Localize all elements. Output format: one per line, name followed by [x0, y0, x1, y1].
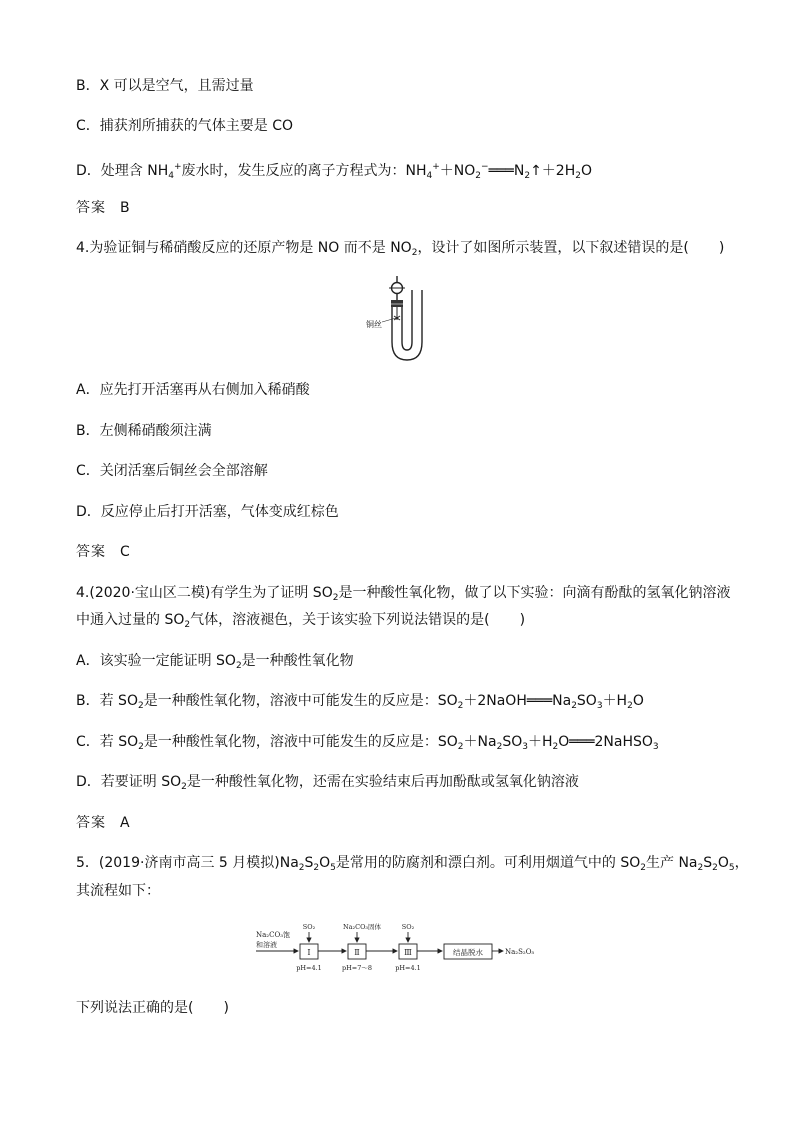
question-5-prompt: 下列说法正确的是( )	[76, 1000, 229, 1016]
option-4b-d: D．若要证明 $SO_2$是一种酸性氧化物，还需在实验结束后再加酚酞或氢氧化钠溶液	[76, 774, 579, 792]
option-4a-c: C．关闭活塞后铜丝会全部溶解	[76, 463, 268, 479]
flow-add-2: Na₂CO₃固体	[342, 923, 382, 931]
option-4a-a: A．应先打开活塞再从右侧加入稀硝酸	[76, 382, 310, 398]
option-b-prev: B．X 可以是空气，且需过量	[76, 78, 254, 94]
flow-ph-2: pH=7～8	[341, 964, 373, 972]
flow-input-bottom: 和溶液	[256, 941, 277, 949]
answer-4a: 答案 C	[76, 544, 130, 560]
option-4b-c: C．若 $SO_2$是一种酸性氧化物，溶液中可能发生的反应是：$SO_2+Na_2SO_3+H_2O═══2NaHSO_3$	[76, 734, 659, 752]
process-flow-diagram	[254, 920, 554, 976]
question-5-line2: 其流程如下：	[76, 883, 160, 899]
flow-step-3: Ⅲ	[404, 948, 412, 957]
option-4a-d: D．反应停止后打开活塞，气体变成红棕色	[76, 504, 339, 520]
question-4a-stem: 4.为验证铜与稀硝酸反应的还原产物是 NO 而不是 $NO_2$，设计了如图所示装置，以下叙述错误的是( )	[76, 240, 725, 258]
flow-step-1: Ⅰ	[307, 948, 311, 957]
question-4b-line1: 4.(2020·宝山区二模)有学生为了证明 $SO_2$是一种酸性氧化物，做了以下实验：向滴有酚酞的氢氧化钠溶液	[76, 585, 731, 603]
answer-4b: 答案 A	[76, 815, 130, 831]
flow-ph-3: pH=4.1	[395, 964, 421, 972]
option-4a-b: B．左侧稀硝酸须注满	[76, 423, 212, 439]
option-4b-a: A．该实验一定能证明 $SO_2$是一种酸性氧化物	[76, 653, 354, 671]
u-tube-figure	[360, 272, 460, 364]
flow-add-1: SO₂	[302, 923, 316, 931]
flow-ph-1: pH=4.1	[296, 964, 322, 972]
option-c-prev: C．捕获剂所捕获的气体主要是 CO	[76, 118, 294, 134]
copper-wire-label: 铜丝	[366, 320, 382, 329]
flow-product: Na₂S₂O₅	[505, 948, 535, 956]
flow-input-top: Na₂CO₃饱	[256, 931, 291, 939]
flow-step-2: Ⅱ	[354, 948, 360, 957]
option-4b-b: B．若 $SO_2$是一种酸性氧化物，溶液中可能发生的反应是：$SO_2+2NaOH═══Na_2SO_3+H_2O$	[76, 693, 644, 711]
question-4b-line2: 中通入过量的 $SO_2$气体，溶液褪色，关于该实验下列说法错误的是( )	[76, 612, 526, 630]
flow-step-4: 结晶脱水	[453, 948, 483, 957]
question-5-line1: 5．(2019·济南市高三 5 月模拟)$Na_2S_2O_5$是常用的防腐剂和漂白剂。可利用烟道气中的 $SO_2$生产 $Na_2S_2O_5$，	[76, 855, 749, 873]
option-d-prev: D．处理含 $NH_4^+$废水时，发生反应的离子方程式为：$NH_4^++NO_2^-═══N_2↑+2H_2O$	[76, 162, 593, 181]
flow-add-3: SO₂	[401, 923, 415, 931]
answer-prev: 答案 B	[76, 200, 130, 216]
